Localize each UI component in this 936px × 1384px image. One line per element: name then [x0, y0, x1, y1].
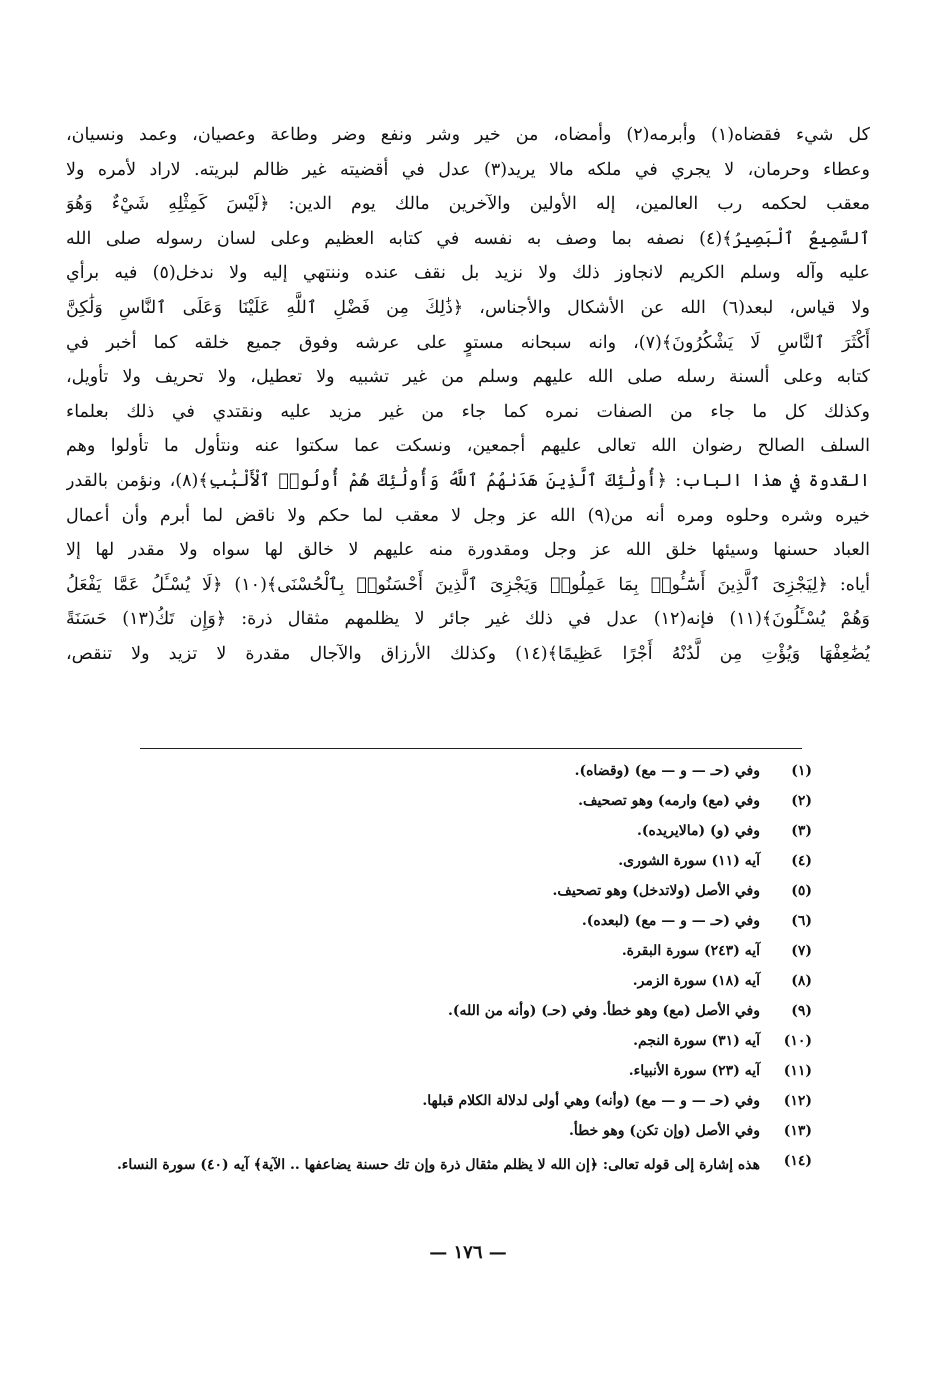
footnote-number: (١١): [783, 1063, 812, 1079]
footnote-number: (١٣): [783, 1123, 812, 1139]
footnote-text: وفي (حـ — و — مع) (لبعده).: [581, 913, 760, 929]
footnote-number: (٤): [791, 853, 812, 869]
body-line: وَهُمْ يُسْـَٔلُونَ﴾(١١) فإنه(١٢) عدل في ذلك غير جائر لا يظلمهم مثقال ذرة: ﴿وَإِن تَكُ(١٣) حَسَنَةً: [66, 609, 870, 630]
body-line: ولا قياس، لبعد(٦) الله عن الأشكال والأجناس، ﴿ذَٰلِكَ مِن فَضْلِ ٱللَّهِ عَلَيْنَا وَعَلَى ٱلنَّاسِ وَلَٰكِنَّ: [66, 297, 870, 318]
footnote: [60, 940, 812, 970]
footnote-text: آيه (١٨) سورة الزمر.: [632, 973, 760, 989]
footnote: [60, 790, 812, 820]
footnote: [60, 760, 812, 790]
body-line: أياه: ﴿لِيَجْزِىَ ٱلَّذِينَ أَسَٰٓـُٔوا۟ بِمَا عَمِلُوا۟ وَيَجْزِىَ ٱلَّذِينَ أَحْسَنُوا۟ بِٱلْحُسْنَى﴾(١٠) ﴿لَا يُسْـَٔلُ عَمَّا يَفْعَلُ: [66, 574, 870, 595]
body-line: كل شيء فقضاه(١) وأبرمه(٢) وأمضاه، من خير وشر ونفع وضر وطاعة وعصيان، وعمد ونسيان،: [66, 125, 870, 145]
body-line: السلف الصالح رضوان الله تعالى عليهم أجمعين، ونسكت عما سكتوا عنه ونتأول ما تأولوا وهم: [66, 436, 870, 457]
footnote-number: (٣): [791, 823, 812, 839]
footnote: [60, 1120, 812, 1150]
footnote-text: وفي (و) (مالايريده).: [637, 823, 760, 839]
footnote-text: هذه إشارة إلى قوله تعالى: ﴿إن الله لا يظلم مثقال ذرة وإن تك حسنة يضاعفها .. الآية﴾ آيه (٤٠) سورة النساء.: [116, 1157, 760, 1173]
footnote: [60, 1090, 812, 1120]
footnote-number: (٦): [791, 913, 812, 929]
body-line: أَكْثَرَ ٱلنَّاسِ لَا يَشْكُرُونَ﴾(٧)، وانه سبحانه مستوٍ على عرشه وفوق جميع خلقه كما أخبر في: [66, 332, 870, 353]
body-line: وكذلك كل ما جاء من الصفات نمره كما جاء من غير مزيد عليه ونقتدي في ذلك بعلماء: [66, 401, 870, 422]
body-line: معقب لحكمه رب العالمين، إله الأولين والآخرين مالك يوم الدين: ﴿لَيْسَ كَمِثْلِهِ شَيْءٌ وَهُوَ: [66, 194, 870, 215]
footnote-separator: [140, 748, 802, 749]
footnote-text: آيه (٣١) سورة النجم.: [633, 1033, 760, 1049]
body-line: كتابه وعلى ألسنة رسله صلى الله عليهم وسلم من غير تشبيه ولا تعطيل، ولا تحريف ولا تأويل،: [66, 367, 870, 388]
body-line: يُضَٰعِفْهَا وَيُؤْتِ مِن لَّدُنْهُ أَجْرًا عَظِيمًا﴾(١٤) وكذلك الأرزاق والآجال مقدرة لا تزيد ولا تنقص،: [66, 643, 870, 664]
footnote-number: (١٢): [783, 1093, 812, 1109]
body-line: العباد حسنها وسيئها خلق الله عز وجل ومقدورة منه عليهم لا خالق لها سواه ولا مقدر لها إلا: [66, 540, 870, 561]
footnote-text: آيه (٢٤٣) سورة البقرة.: [621, 943, 760, 959]
footnotes: [60, 760, 812, 1210]
footnote: [60, 1150, 812, 1210]
footnote: [60, 1030, 812, 1060]
footnote: [60, 880, 812, 910]
body-text: [66, 118, 870, 672]
footnote-number: (٨): [791, 973, 812, 989]
footnote-text: وفي (مع) وارمه) وهو تصحيف.: [578, 793, 760, 809]
footnote-text: وفي (حـ — و — مع) (وأنه) وهي أولى لدلالة الكلام قبلها.: [422, 1093, 760, 1109]
footnote-number: (٧): [791, 943, 812, 959]
footnote-number: (٥): [791, 883, 812, 899]
footnote: [60, 850, 812, 880]
footnote-number: (٢): [791, 793, 812, 809]
footnote-text: وفي الأصل (وإن تكن) وهو خطأ.: [569, 1123, 760, 1139]
footnote: [60, 1000, 812, 1030]
body-line: ٱلسَّمِيعُ ٱلْبَصِيرُ﴾(٤) نصفه بما وصف به نفسه في كتابه العظيم وعلى لسان رسوله صلى الله: [66, 228, 870, 249]
footnote: [60, 1060, 812, 1090]
body-line: القدوة في هذا الباب: ﴿أُولَٰئِكَ ٱلَّذِينَ هَدَىٰهُمُ ٱللَّهُ وَأُولَٰئِكَ هُمْ أُولُوا۟ ٱلْأَلْبَٰبِ﴾(٨)، ونؤمن بالقدر: [66, 470, 870, 491]
footnote-text: وفي الأصل (مع) وهو خطأ. وفي (حـ) (وأنه من الله).: [448, 1003, 760, 1019]
footnote-text: آيه (١١) سورة الشورى.: [618, 853, 760, 869]
body-line: خيره وشره وحلوه ومره أنه من(٩) الله عز وجل لا معقب لما حكم ولا ناقض لما أبرم وأن أعمال: [66, 505, 870, 526]
footnote-text: وفي الأصل (ولاتدخل) وهو تصحيف.: [552, 883, 760, 899]
footnote: [60, 910, 812, 940]
body-line: وعطاء وحرمان، لا يجري في ملكه مالا يريد(٣) عدل في أقضيته غير ظالم لبريته. لاراد لأمره ولا: [66, 159, 870, 180]
page-number: — ١٧٦ —: [429, 1242, 507, 1263]
footnote: [60, 970, 812, 1000]
footnote-number: (١٤): [783, 1153, 812, 1169]
footnote-number: (١٠): [783, 1033, 812, 1049]
footnote-number: (١): [791, 763, 812, 779]
footnote: [60, 820, 812, 850]
footnote-text: وفي (حـ — و — مع) (وقضاه).: [574, 763, 760, 779]
footnote-number: (٩): [791, 1003, 812, 1019]
footnote-text: آيه (٢٣) سورة الأنبياء.: [628, 1063, 760, 1079]
body-line: عليه وآله وسلم الكريم لانجاوز ذلك ولا نزيد بل نقف عنده وننتهي إليه ولا ندخل(٥) فيه برأي: [66, 263, 870, 284]
